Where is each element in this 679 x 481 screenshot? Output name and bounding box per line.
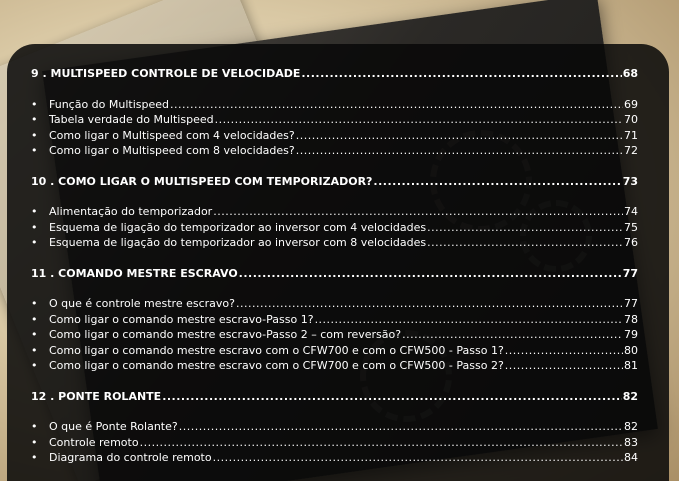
bullet-icon: •: [31, 297, 38, 310]
toc-chapter-entry[interactable]: [31, 266, 638, 282]
chapter-title: 12 . PONTE ROLANTE: [31, 389, 162, 403]
dot-leader: [162, 389, 622, 405]
toc-item-entry[interactable]: [31, 204, 638, 220]
bullet-icon: •: [31, 312, 38, 326]
item-title: Como ligar o comando mestre escravo com o CFW700 e com o CFW500 - Passo 1?: [49, 343, 504, 357]
dot-leader: [301, 66, 621, 82]
dot-leader: [170, 97, 623, 113]
bullet-icon: •: [31, 220, 38, 234]
chapter-page-number: 73: [622, 174, 638, 188]
section-gap: [31, 189, 638, 204]
dot-leader: [505, 343, 623, 359]
bullet-icon: •: [31, 113, 38, 126]
toc-item-entry[interactable]: [31, 358, 638, 374]
toc-item-entry[interactable]: [31, 312, 638, 328]
bullet-icon: •: [31, 359, 38, 372]
toc-item-entry[interactable]: [31, 97, 638, 113]
section-gap: [31, 251, 638, 266]
dot-leader: [505, 358, 623, 374]
toc-item-entry[interactable]: [31, 220, 638, 236]
dot-leader: [213, 204, 623, 220]
chapter-title: 11 . COMANDO MESTRE ESCRAVO: [31, 266, 238, 280]
dot-leader: [179, 419, 623, 435]
bullet-icon: •: [31, 97, 38, 111]
item-title: Como ligar o comando mestre escravo-Passo 1?: [49, 312, 314, 326]
section-gap: [31, 159, 638, 174]
item-title: O que é controle mestre escravo?: [49, 297, 235, 310]
dot-leader: [315, 312, 623, 328]
item-title: Controle remoto: [49, 435, 139, 449]
bullet-icon: •: [31, 451, 38, 464]
dot-leader: [402, 327, 623, 343]
item-title: Esquema de ligação do temporizador ao inversor com 8 velocidades: [49, 236, 427, 249]
dot-leader: [239, 266, 622, 282]
section-gap: [31, 281, 638, 296]
item-title: O que é Ponte Rolante?: [49, 420, 178, 433]
item-title: Como ligar o Multispeed com 4 velocidades?: [49, 128, 295, 142]
dot-leader: [140, 435, 623, 451]
bullet-icon: •: [31, 328, 38, 341]
dot-leader: [296, 128, 623, 144]
dot-leader: [373, 174, 621, 190]
item-page-number: 74: [624, 205, 638, 218]
item-title: Como ligar o Multispeed com 8 velocidades?: [49, 144, 295, 157]
section-gap: [31, 82, 638, 97]
item-page-number: 81: [624, 359, 638, 372]
item-page-number: 77: [624, 297, 638, 310]
item-page-number: 79: [624, 328, 638, 341]
item-page-number: 70: [624, 113, 638, 126]
toc-chapter-entry[interactable]: [31, 66, 638, 82]
toc-item-entry[interactable]: [31, 143, 638, 159]
item-page-number: 71: [624, 128, 638, 142]
dot-leader: [427, 235, 623, 251]
item-page-number: 78: [624, 312, 638, 326]
section-gap: [31, 404, 638, 419]
dot-leader: [427, 220, 623, 236]
bullet-icon: •: [31, 144, 38, 157]
bullet-icon: •: [31, 205, 38, 218]
toc-chapter-entry[interactable]: [31, 389, 638, 405]
bullet-icon: •: [31, 435, 38, 449]
dot-leader: [213, 450, 623, 466]
item-title: Como ligar o comando mestre escravo-Passo 2 – com reversão?: [49, 328, 402, 341]
chapter-page-number: 82: [622, 389, 638, 403]
item-page-number: 75: [624, 220, 638, 234]
bullet-icon: •: [31, 343, 38, 357]
item-title: Função do Multispeed: [49, 97, 170, 111]
bullet-icon: •: [31, 128, 38, 142]
bullet-icon: •: [31, 420, 38, 433]
toc-item-entry[interactable]: [31, 435, 638, 451]
item-title: Esquema de ligação do temporizador ao inversor com 4 velocidades: [49, 220, 427, 234]
bullet-icon: •: [31, 236, 38, 249]
item-title: Diagrama do controle remoto: [49, 451, 212, 464]
item-page-number: 72: [624, 144, 638, 157]
item-page-number: 76: [624, 236, 638, 249]
section-gap: [31, 374, 638, 389]
chapter-title: 10 . COMO LIGAR O MULTISPEED COM TEMPORIZADOR?: [31, 174, 373, 188]
toc-chapter-entry[interactable]: [31, 174, 638, 190]
dot-leader: [236, 296, 623, 312]
toc-item-entry[interactable]: [31, 112, 638, 128]
item-title: Como ligar o comando mestre escravo com o CFW700 e com o CFW500 - Passo 2?: [49, 359, 504, 372]
dot-leader: [215, 112, 623, 128]
toc-item-entry[interactable]: [31, 419, 638, 435]
item-page-number: 69: [624, 97, 638, 111]
item-title: Alimentação do temporizador: [49, 205, 213, 218]
chapter-page-number: 68: [622, 67, 638, 80]
item-page-number: 83: [624, 435, 638, 449]
toc-item-entry[interactable]: [31, 235, 638, 251]
toc-item-entry[interactable]: [31, 343, 638, 359]
toc-item-entry[interactable]: [31, 296, 638, 312]
toc-item-entry[interactable]: [31, 327, 638, 343]
item-page-number: 80: [624, 343, 638, 357]
item-page-number: 84: [624, 451, 638, 464]
chapter-page-number: 77: [622, 266, 638, 280]
table-of-contents: [31, 66, 638, 466]
toc-item-entry[interactable]: [31, 128, 638, 144]
toc-item-entry[interactable]: [31, 450, 638, 466]
chapter-title: 9 . MULTISPEED CONTROLE DE VELOCIDADE: [31, 67, 301, 80]
item-title: Tabela verdade do Multispeed: [49, 113, 214, 126]
dot-leader: [296, 143, 623, 159]
item-page-number: 82: [624, 420, 638, 433]
